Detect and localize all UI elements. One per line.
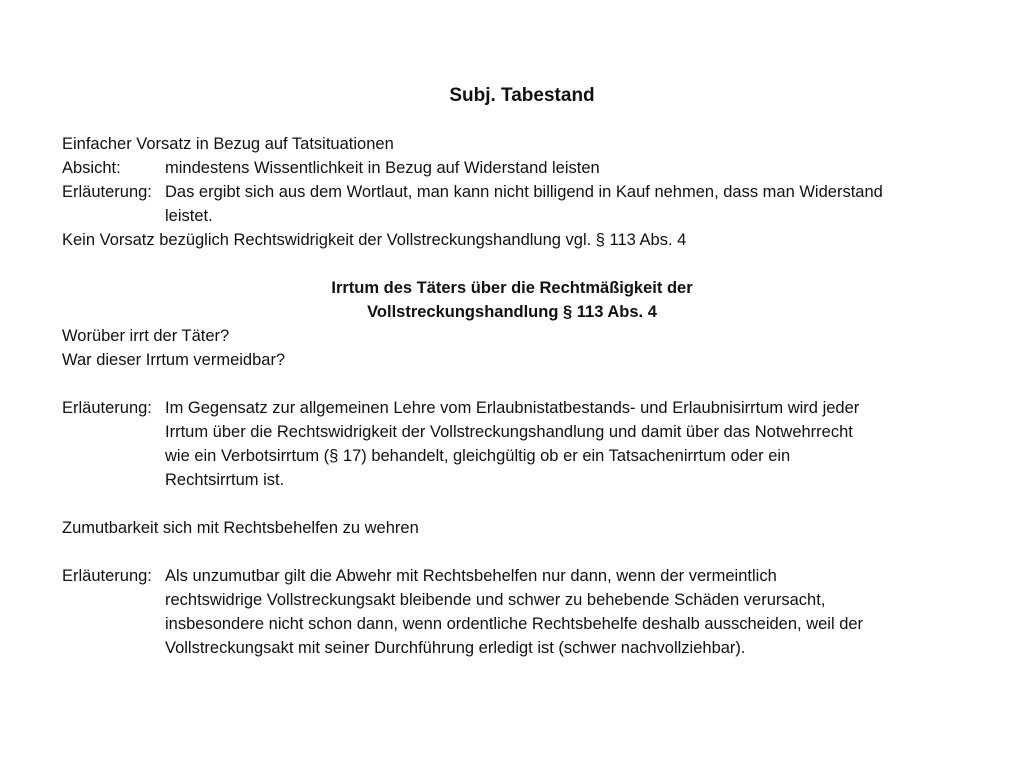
erlaeuterung-2-line-3: wie ein Verbotsirrtum (§ 17) behandelt, gleichgültig ob er ein Tatsachenirrtum oder ein: [165, 447, 791, 465]
erlaeuterung-text-3: [165, 564, 962, 660]
erlaeuterung-text-2: [165, 396, 962, 492]
spacer: [62, 252, 962, 276]
erlaeuterung-label-3: Erläuterung:: [62, 567, 152, 585]
slide-title: Subj. Tabestand: [449, 85, 595, 106]
irrtum-heading: [62, 276, 962, 324]
irrtum-heading-line-2: Vollstreckungshandlung § 113 Abs. 4: [367, 303, 657, 321]
erlaeuterung-1-line-1: Das ergibt sich aus dem Wortlaut, man kann nicht billigend in Kauf nehmen, dass man Widerstand: [165, 183, 883, 201]
irrtum-heading-line-1: Irrtum des Täters über die Rechtmäßigkeit der: [331, 279, 693, 297]
erlaeuterung-text-1: [165, 180, 962, 228]
erlaeuterung-row-2: [62, 396, 962, 492]
erlaeuterung-3-line-4: Vollstreckungsakt mit seiner Durchführung erledigt ist (schwer nachvollziehbar).: [165, 639, 746, 657]
question-2: War dieser Irrtum vermeidbar?: [62, 351, 286, 369]
erlaeuterung-3-line-3: insbesondere nicht schon dann, wenn ordentliche Rechtsbehelfe deshalb ausscheiden, weil der: [165, 615, 864, 633]
erlaeuterung-label-1: Erläuterung:: [62, 183, 152, 201]
absicht-text: mindestens Wissentlichkeit in Bezug auf Widerstand leisten: [165, 159, 600, 177]
erlaeuterung-2-line-2: Irrtum über die Rechtswidrigkeit der Vollstreckungshandlung und damit über das Notwehrrecht: [165, 423, 853, 441]
section-subjective-elements: [62, 132, 962, 252]
erlaeuterung-1-line-2: leistet.: [165, 207, 213, 225]
absicht-label: Absicht:: [62, 159, 121, 177]
kein-vorsatz-line: Kein Vorsatz bezüglich Rechtswidrigkeit der Vollstreckungshandlung vgl. § 113 Abs. 4: [62, 231, 687, 249]
spacer: [62, 372, 962, 396]
question-1: Worüber irrt der Täter?: [62, 327, 230, 345]
erlaeuterung-2-line-1: Im Gegensatz zur allgemeinen Lehre vom Erlaubnistatbestands- und Erlaubnisirrtum wird jeder: [165, 399, 860, 417]
section-zumutbarkeit: [62, 516, 962, 660]
erlaeuterung-2-line-4: Rechtsirrtum ist.: [165, 471, 285, 489]
section-irrtum: [62, 276, 962, 492]
erlaeuterung-row-1: [62, 180, 962, 228]
slide-content: [62, 84, 962, 660]
erlaeuterung-row-3: [62, 564, 962, 660]
vorsatz-line: Einfacher Vorsatz in Bezug auf Tatsituationen: [62, 135, 394, 153]
absicht-row: [62, 156, 962, 180]
erlaeuterung-3-line-1: Als unzumutbar gilt die Abwehr mit Rechtsbehelfen nur dann, wenn der vermeintlich: [165, 567, 777, 585]
erlaeuterung-label-2: Erläuterung:: [62, 399, 152, 417]
spacer: [62, 540, 962, 564]
zumutbarkeit-line: Zumutbarkeit sich mit Rechtsbehelfen zu wehren: [62, 519, 419, 537]
erlaeuterung-3-line-2: rechtswidrige Vollstreckungsakt bleibende und schwer zu behebende Schäden verursacht,: [165, 591, 826, 609]
spacer: [62, 492, 962, 516]
